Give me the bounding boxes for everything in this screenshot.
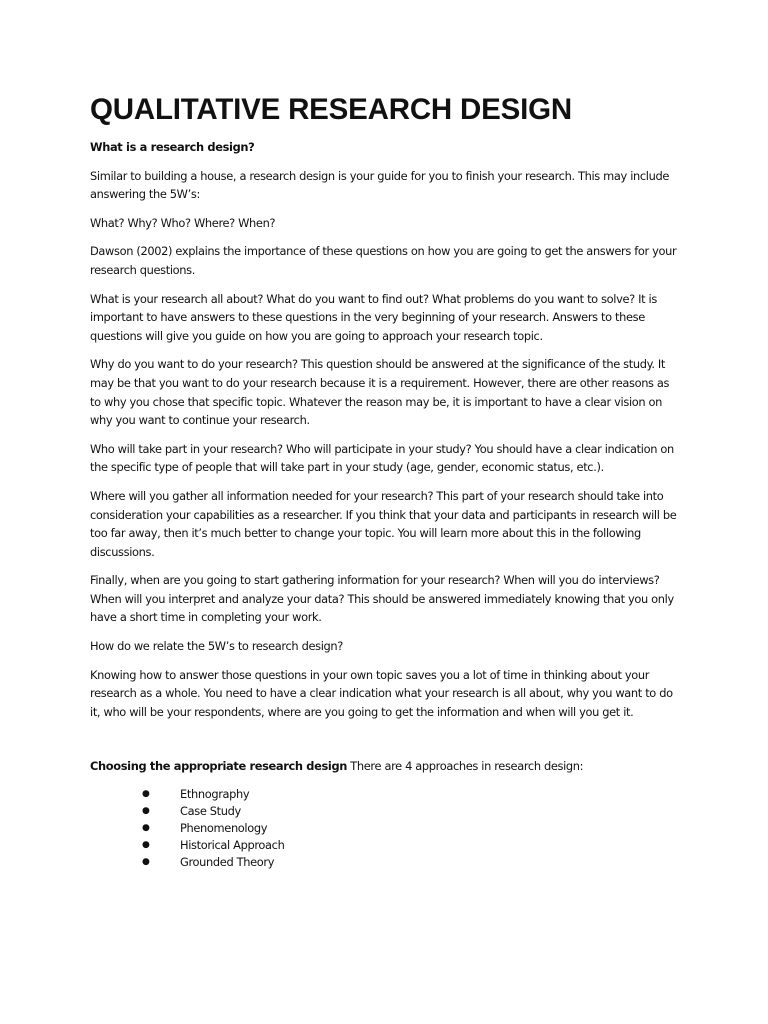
list-item: [90, 854, 680, 871]
list-item-label: Phenomenology: [180, 821, 268, 836]
list-item: [90, 803, 680, 820]
choosing-heading: Choosing the appropriate research design: [90, 759, 348, 774]
paragraph-intro: Similar to building a house, a research design is your guide for you to finish your research. This may include answering the 5W’s:: [90, 168, 670, 202]
bullet-icon: ●: [142, 840, 150, 851]
list-item: [90, 820, 680, 837]
list-item-label: Historical Approach: [180, 838, 285, 853]
list-item-label: Grounded Theory: [180, 855, 275, 870]
subheading: What is a research design?: [90, 140, 255, 154]
paragraph-relate: How do we relate the 5W’s to research design?: [90, 639, 343, 654]
list-item: [90, 786, 680, 803]
list-item: [90, 837, 680, 854]
choosing-text: There are 4 approaches in research design:: [347, 759, 584, 774]
approaches-list: [90, 786, 680, 871]
bullet-icon: ●: [142, 823, 150, 834]
bullet-icon: ●: [142, 857, 150, 868]
spacer: [90, 731, 680, 757]
bullet-icon: ●: [142, 806, 150, 817]
document-title: QUALITATIVE RESEARCH DESIGN: [90, 93, 572, 126]
document-page: [90, 90, 680, 871]
paragraph-when: Finally, when are you going to start gathering information for your research? When will you do interviews? When will you interpret and analyze your data? This should be answered immediately knowing that you only have a short time in completing your work.: [90, 573, 674, 625]
paragraph-dawson: Dawson (2002) explains the importance of these questions on how you are going to get the answers for your research questions.: [90, 244, 677, 277]
list-item-label: Case Study: [180, 804, 241, 819]
paragraph-choosing: [90, 757, 680, 776]
paragraph-what: What is your research all about? What do you want to find out? What problems do you want to solve? It is important to have answers to these questions in the very beginning of your research. Answers to these questions will give you guide on how you are going to approach your research topic.: [90, 291, 657, 343]
paragraph-knowing: Knowing how to answer those questions in your own topic saves you a lot of time in thinking about your research as a whole. You need to have a clear indication what your research is all about, why you want to do it, who will be your respondents, where are you going to get the information and when will you get it.: [90, 667, 673, 719]
paragraph-where: Where will you gather all information needed for your research? This part of your research should take into consideration your capabilities as a researcher. If you think that your data and participants in research will be too far away, then it’s much better to change your topic. You will learn more about this in the following discussions.: [90, 488, 677, 559]
paragraph-5ws: What? Why? Who? Where? When?: [90, 215, 276, 230]
bullet-icon: ●: [142, 789, 150, 800]
paragraph-why: Why do you want to do your research? This question should be answered at the significance of the study. It may be that you want to do your research because it is a requirement. However, there are other reasons as to why you chose that specific topic. Whatever the reason may be, it is important to have a clear vision on why you want to continue your research.: [90, 357, 670, 428]
paragraph-who: Who will take part in your research? Who will participate in your study? You should have a clear indication on the specific type of people that will take part in your study (age, gender, economic status, etc.).: [90, 441, 674, 475]
list-item-label: Ethnography: [180, 787, 250, 802]
